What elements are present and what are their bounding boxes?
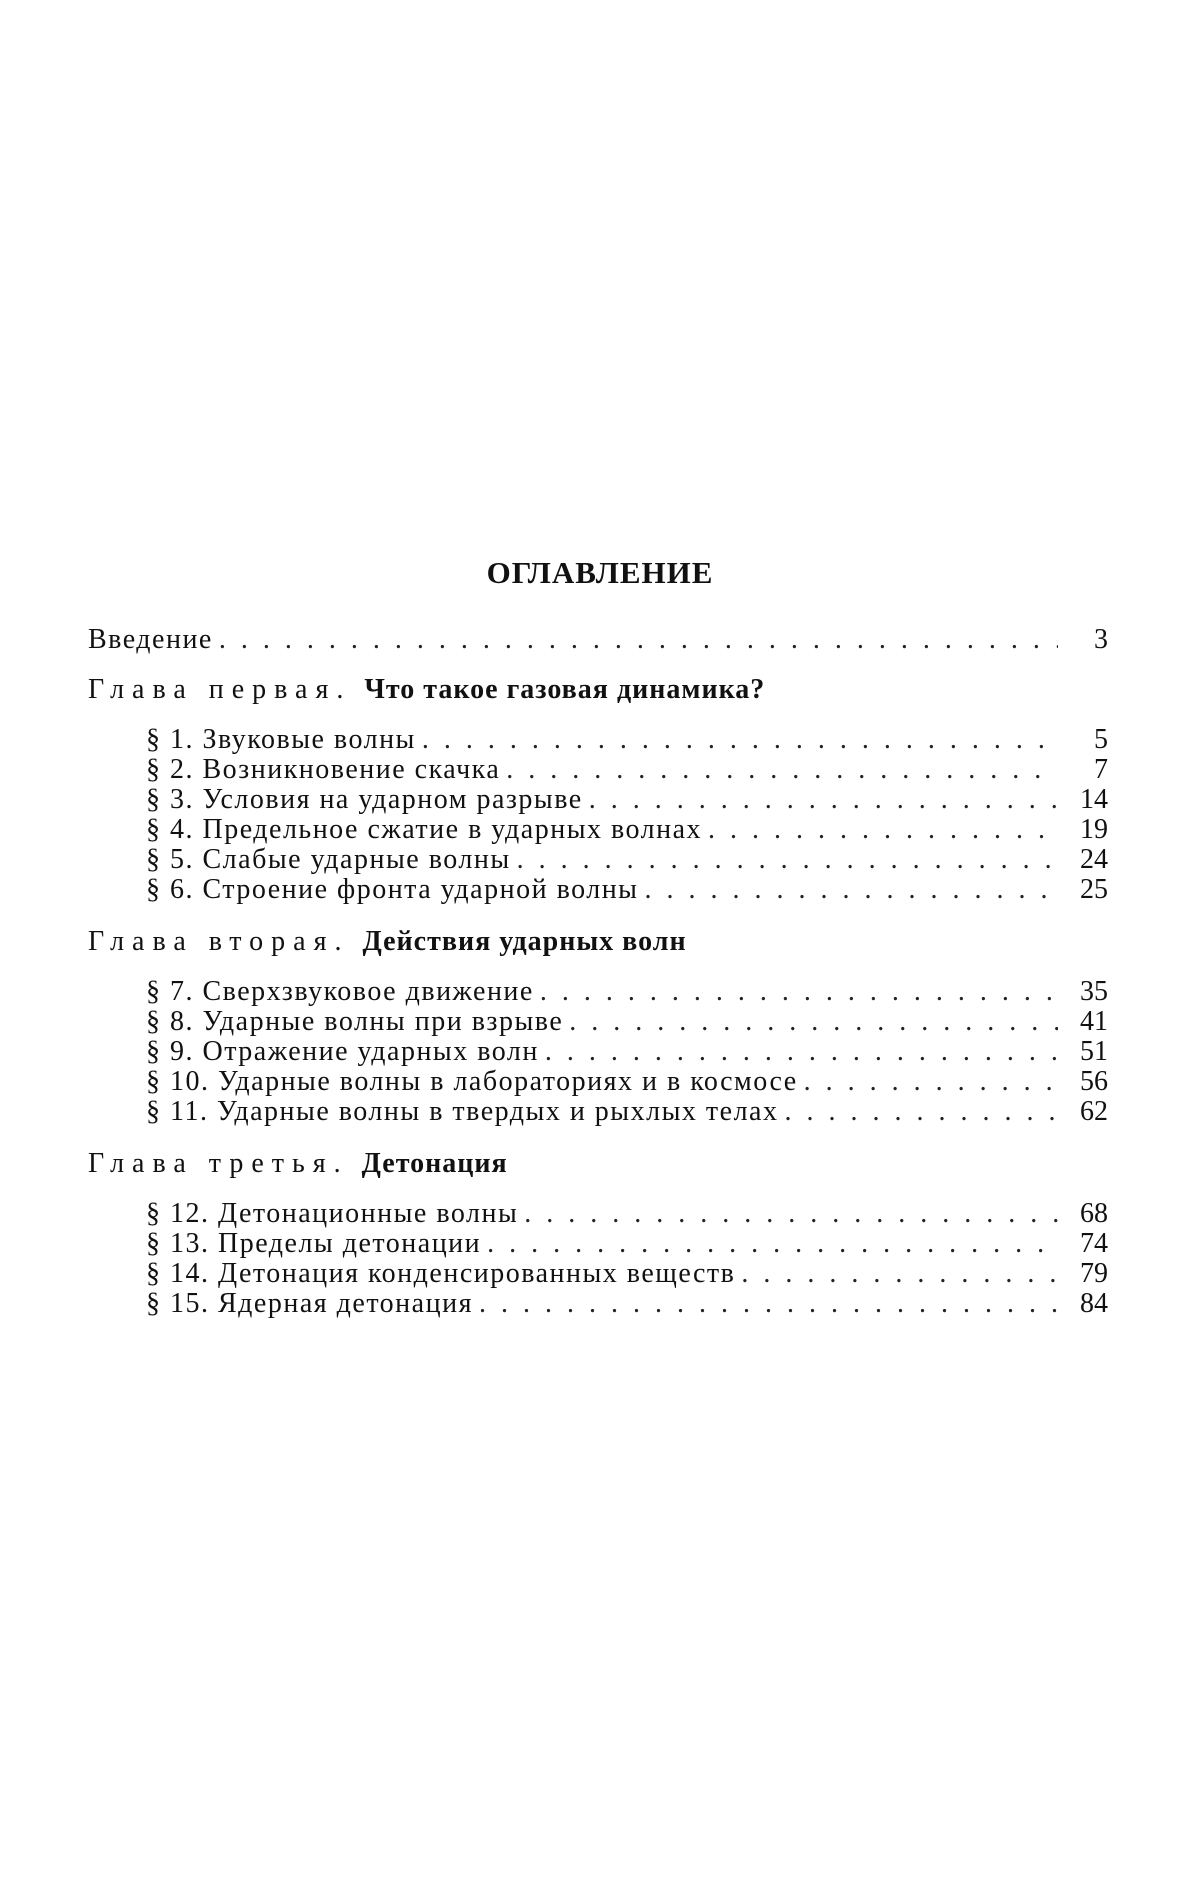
chapter-label: Глава вторая. [88,926,350,957]
toc-entry-page: 41 [1080,1006,1108,1037]
chapter-label: Глава первая. [88,674,352,705]
dot-leader [219,625,1058,655]
toc-entry-label: § 8. Ударные волны при взрыве [146,1006,564,1037]
toc-entry-label: § 11. Ударные волны в твердых и рыхлых телах [146,1096,779,1127]
toc-entry[interactable] [88,725,1108,755]
toc-entry[interactable] [88,1289,1108,1319]
toc-entry-page: 19 [1080,814,1108,845]
table-of-contents [88,625,1108,1339]
toc-entry-label: § 10. Ударные волны в лабораториях и в космосе [146,1066,798,1097]
toc-entry[interactable] [88,1199,1108,1229]
chapter-1-sections [88,725,1108,905]
toc-entry-label: Введение [88,624,213,655]
toc-entry-page: 24 [1080,844,1108,875]
toc-entry[interactable] [88,1007,1108,1037]
chapter-heading-3 [88,1147,1108,1181]
toc-entry[interactable] [88,1259,1108,1289]
toc-entry-page: 5 [1094,724,1108,755]
dot-leader [804,1067,1058,1097]
toc-entry[interactable] [88,875,1108,905]
toc-entry[interactable] [88,845,1108,875]
chapter-heading-2 [88,925,1108,959]
chapter-label: Глава третья. [88,1148,349,1179]
toc-entry[interactable] [88,1037,1108,1067]
toc-entry[interactable] [88,755,1108,785]
chapter-3-sections [88,1199,1108,1319]
toc-entry-page: 35 [1080,976,1108,1007]
toc-entry-page: 51 [1080,1036,1108,1067]
chapter-title: Действия ударных волн [362,926,687,957]
toc-entry-label: § 2. Возникновение скачка [146,754,501,785]
toc-entry[interactable] [88,1229,1108,1259]
toc-entry-page: 14 [1080,784,1108,815]
dot-leader [708,815,1058,845]
toc-entry-page: 3 [1094,624,1108,655]
chapter-heading-1 [88,673,1108,707]
dot-leader [506,755,1058,785]
toc-entry-label: § 12. Детонационные волны [146,1198,519,1229]
dot-leader [784,1097,1058,1127]
chapter-title: Детонация [361,1148,508,1179]
toc-entry-label: § 6. Строение фронта ударной волны [146,874,639,905]
toc-entry-label: § 13. Пределы детонации [146,1228,482,1259]
toc-entry-page: 56 [1080,1066,1108,1097]
toc-entry-label: § 14. Детонация конденсированных веществ [146,1258,736,1289]
chapter-2-sections [88,977,1108,1127]
toc-entry-label: § 1. Звуковые волны [146,724,416,755]
dot-leader [645,875,1059,905]
dot-leader [741,1259,1058,1289]
toc-entry-intro[interactable] [88,625,1108,655]
dot-leader [569,1007,1058,1037]
toc-entry[interactable] [88,1097,1108,1127]
toc-entry-label: § 9. Отражение ударных волн [146,1036,539,1067]
toc-entry-label: § 5. Слабые ударные волны [146,844,511,875]
chapter-title: Что такое газовая динамика? [364,674,766,705]
toc-entry-label: § 3. Условия на ударном разрыве [146,784,583,815]
toc-entry[interactable] [88,1067,1108,1097]
toc-entry-label: § 15. Ядерная детонация [146,1288,473,1319]
dot-leader [517,845,1058,875]
dot-leader [487,1229,1058,1259]
dot-leader [422,725,1058,755]
toc-entry-page: 74 [1080,1228,1108,1259]
toc-entry-page: 68 [1080,1198,1108,1229]
dot-leader [524,1199,1058,1229]
dot-leader [540,977,1058,1007]
toc-entry[interactable] [88,785,1108,815]
toc-entry-label: § 4. Предельное сжатие в ударных волнах [146,814,703,845]
toc-entry-page: 79 [1080,1258,1108,1289]
dot-leader [479,1289,1058,1319]
toc-entry[interactable] [88,977,1108,1007]
toc-entry-label: § 7. Сверхзвуковое движение [146,976,534,1007]
toc-entry[interactable] [88,815,1108,845]
page-title: ОГЛАВЛЕНИЕ [486,555,714,590]
dot-leader [545,1037,1058,1067]
dot-leader [589,785,1058,815]
toc-entry-page: 62 [1080,1096,1108,1127]
toc-entry-page: 84 [1080,1288,1108,1319]
toc-entry-page: 7 [1094,754,1108,785]
toc-entry-page: 25 [1080,874,1108,905]
